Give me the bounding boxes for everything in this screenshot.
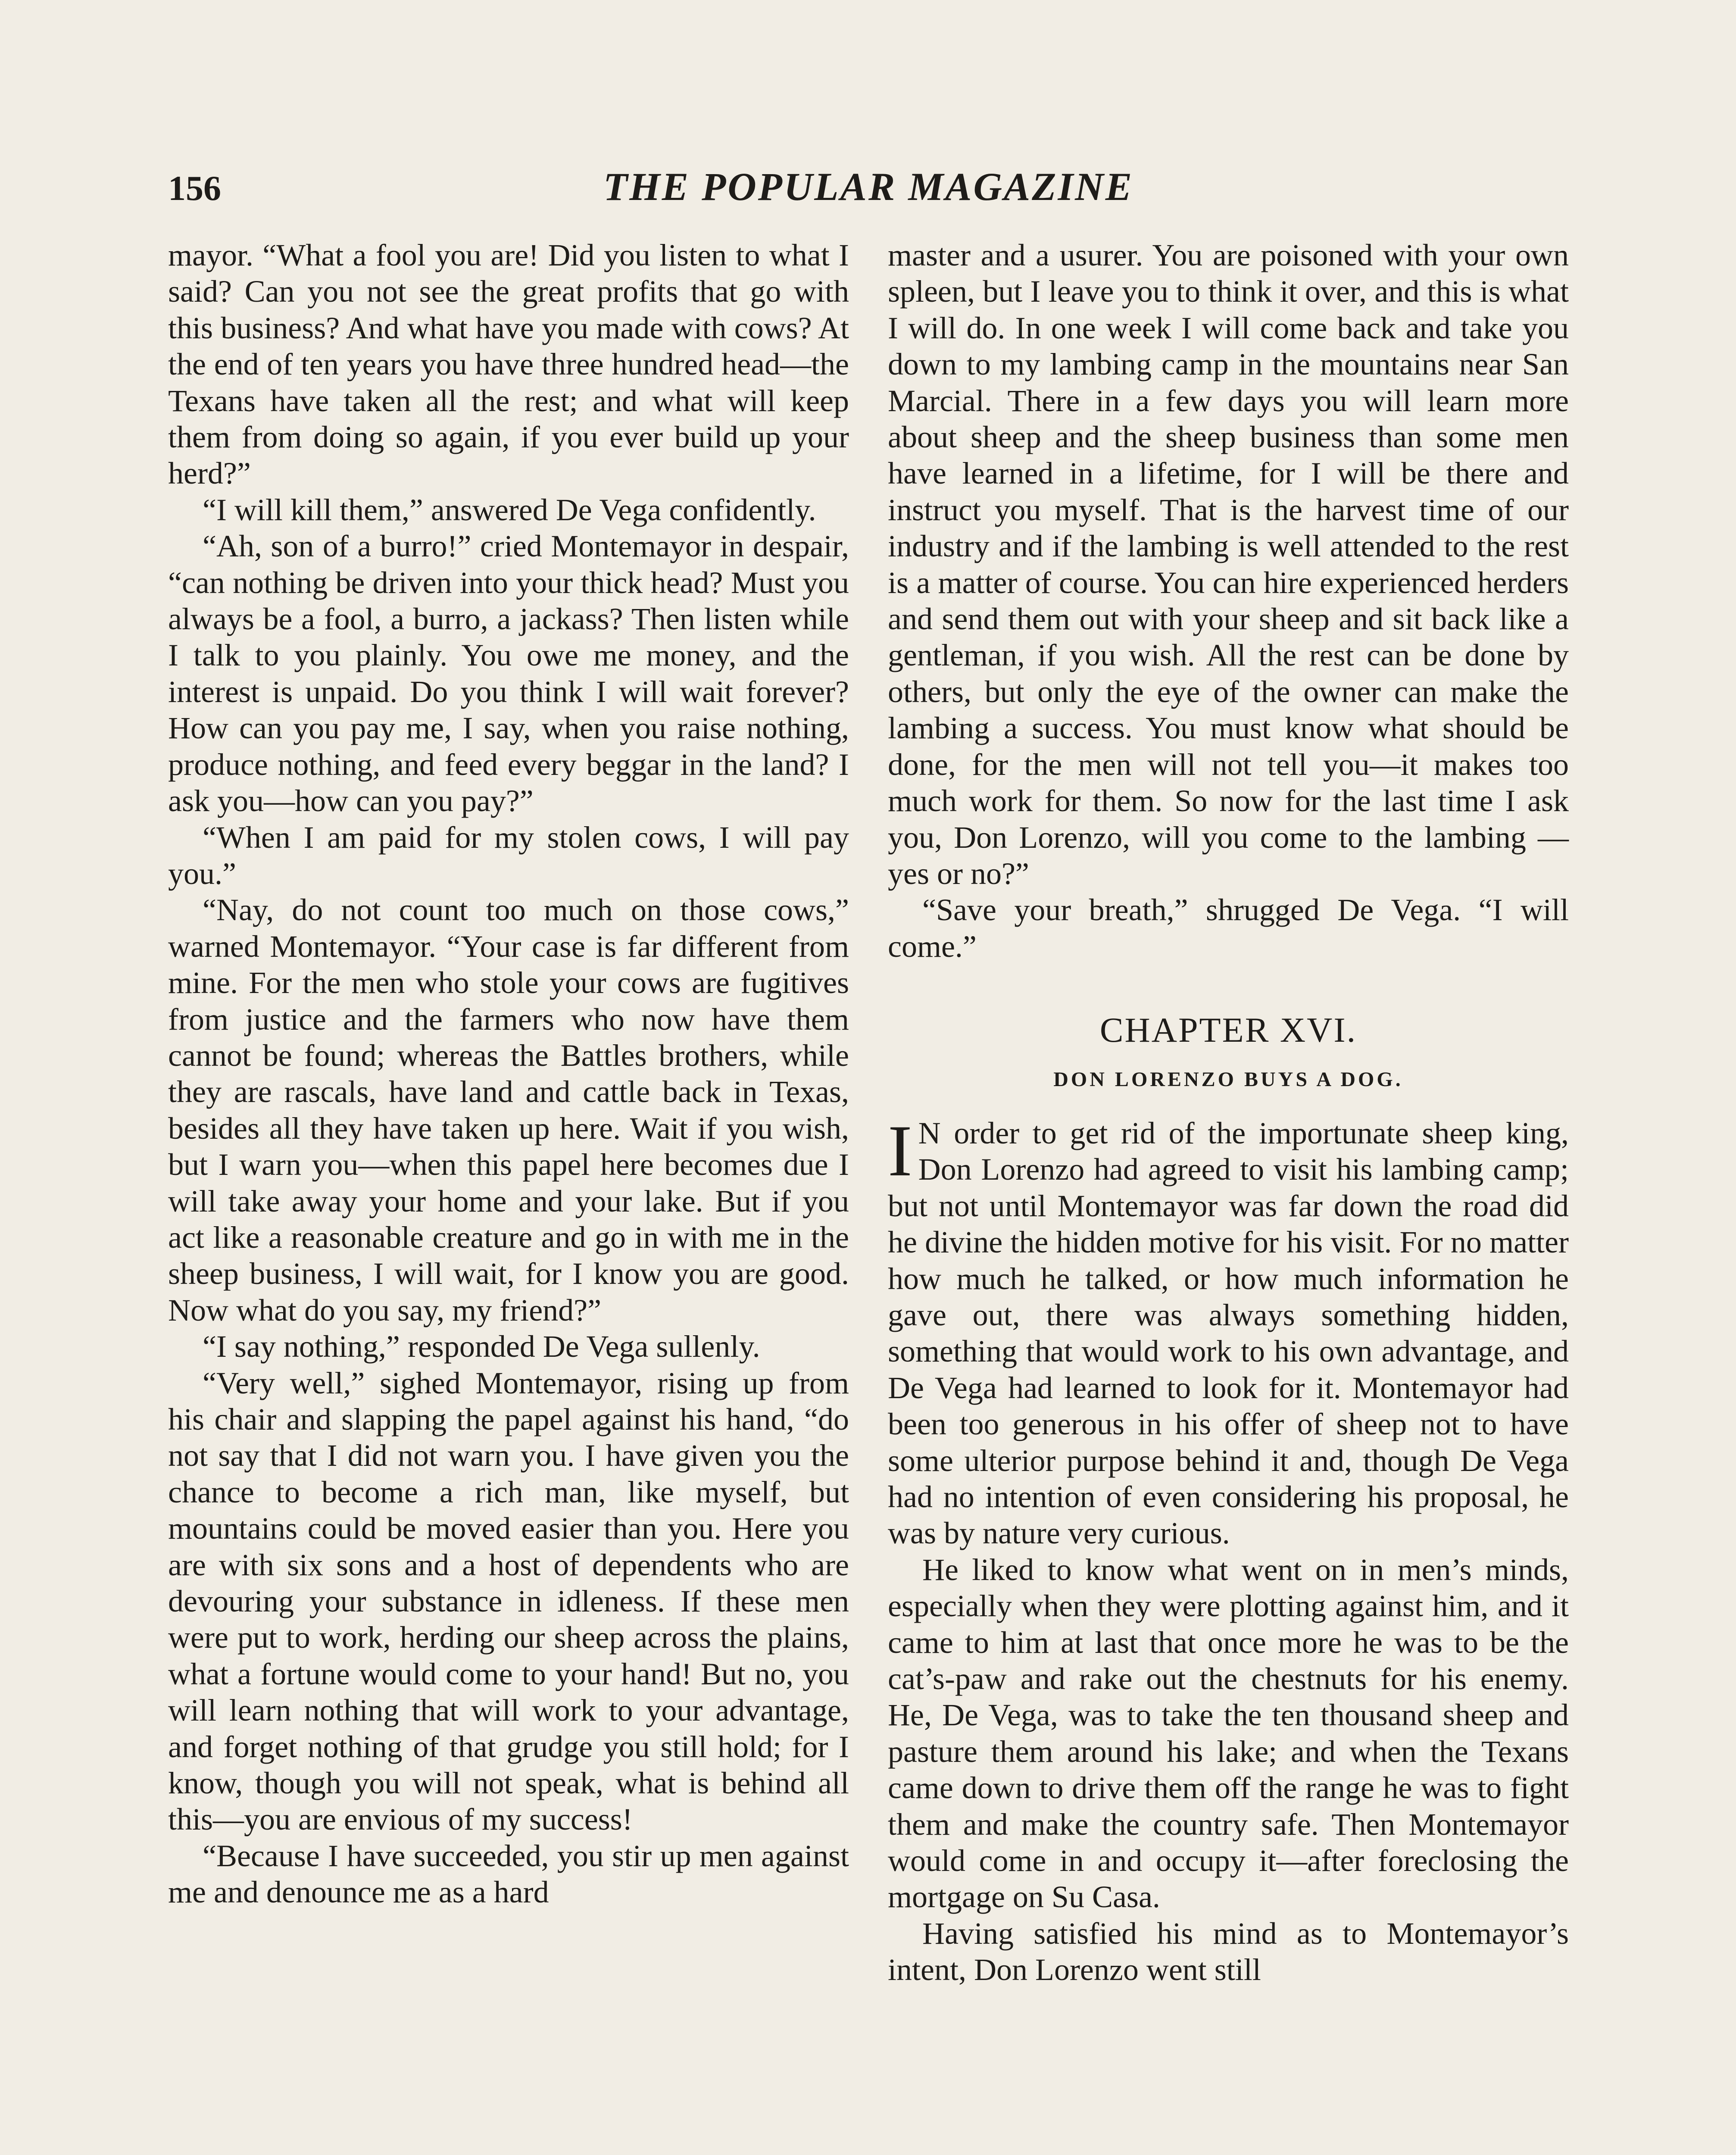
paragraph: “Ah, son of a burro!” cried Montemayor in despair, “can nothing be driven into your thick head? Must you always be a fool, a burro, a jackass? Then listen while I talk to you plainly. You owe me money, and the interest is unpaid. Do you think I will wait forever? How can you pay me, I say, when you raise nothing, produce nothing, and feed every beggar in the land? I ask you—how can you pay?”: [168, 529, 849, 818]
running-head: THE POPULAR MAGAZINE: [603, 165, 1134, 209]
paragraph: mayor. “What a fool you are! Did you listen to what I said? Can you not see the great profits that go with this business? And what have you made with cows? At the end of ten years you have three hundred head—the Texans have taken all the rest; and what will keep them from doing so again, if you ever build up your herd?”: [168, 238, 849, 491]
page-number: 156: [168, 169, 221, 208]
paragraph: “Save your breath,” shrugged De Vega. “I will come.”: [888, 893, 1569, 964]
paragraph: “Nay, do not count too much on those cows,” warned Montemayor. “Your case is far different from mine. For the men who stole your cows are fugitives from justice and the farmers who now have them cannot be found; whereas the Battles brothers, while they are rascals, have land and cattle back in Texas, besides all they have taken up here. Wait if you wish, but I warn you—when this papel here becomes due I will take away your home and your lake. But if you act like a reasonable creature and go in with me in the sheep business, I will wait, for I know you are good. Now what do you say, my friend?”: [168, 893, 849, 1327]
paragraph: “I will kill them,” answered De Vega confidently.: [203, 492, 816, 527]
left-column: [168, 237, 849, 1911]
paragraph: “I say nothing,” responded De Vega sullenly.: [203, 1329, 760, 1364]
paragraph: He liked to know what went on in men’s minds, especially when they were plotting against him, and it came to him at last that once more he was to be the cat’s-paw and rake out the chestnuts for his enemy. He, De Vega, was to take the ten thousand sheep and pasture them around his lake; and when the Texans came down to drive them off the range he was to fight them and make the country safe. Then Montemayor would come in and occupy it—after foreclosing the mortgage on Su Casa.: [888, 1552, 1569, 1915]
paragraph-text: N order to get rid of the importunate sheep king, Don Lorenzo had agreed to visit his lambing camp; but not until Montemayor was far down the road did he divine the hidden motive for his visit. For no matter how much he talked, or how much information he gave out, there was always something hidden, something that would work to his own advantage, and De Vega had learned to look for it. Montemayor had been too generous in his offer of sheep not to have some ulterior purpose behind it and, though De Vega had no intention of even considering his proposal, he was by nature very curious.: [888, 1115, 1569, 1551]
drop-cap: I: [888, 1110, 912, 1191]
right-column: [888, 237, 1569, 1988]
paragraph: “When I am paid for my stolen cows, I will pay you.”: [168, 820, 849, 891]
paragraph: master and a usurer. You are poisoned with your own spleen, but I leave you to think it over, and this is what I will do. In one week I will come back and take you down to my lambing camp in the mountains near San Marcial. There in a few days you will learn more about sheep and the sheep business than some men have learned in a lifetime, for I will be there and instruct you myself. That is the harvest time of our industry and if the lambing is well attended to the rest is a matter of course. You can hire experienced herders and send them out with your sheep and sit back like a gentleman, if you wish. All the rest can be done by others, but only the eye of the owner can make the lambing a success. You must know what should be done, for the men will not tell you—it makes too much work for them. So now for the last time I ask you, Don Lorenzo, will you come to the lambing —yes or no?”: [888, 238, 1569, 891]
paragraph: “Very well,” sighed Montemayor, rising up from his chair and slapping the papel against his hand, “do not say that I did not warn you. I have given you the chance to become a rich man, like myself, but mountains could be moved easier than you. Here you are with six sons and a host of dependents who are devouring your substance in idleness. If these men were put to work, herding our sheep across the plains, what a fortune would come to your hand! But no, you will learn nothing that will work to your advantage, and forget nothing of that grudge you still hold; for I know, though you will not speak, what is behind all this—you are envious of my success!: [168, 1365, 849, 1837]
chapter-title: CHAPTER XVI.: [1099, 1010, 1357, 1050]
chapter-opening-paragraph: [888, 1110, 1569, 1552]
paragraph: Having satisfied his mind as to Montemayor’s intent, Don Lorenzo went still: [888, 1916, 1569, 1987]
paragraph: “Because I have succeeded, you stir up men against me and denounce me as a hard: [168, 1838, 849, 1910]
chapter-subtitle: DON LORENZO BUYS A DOG.: [1053, 1068, 1403, 1091]
